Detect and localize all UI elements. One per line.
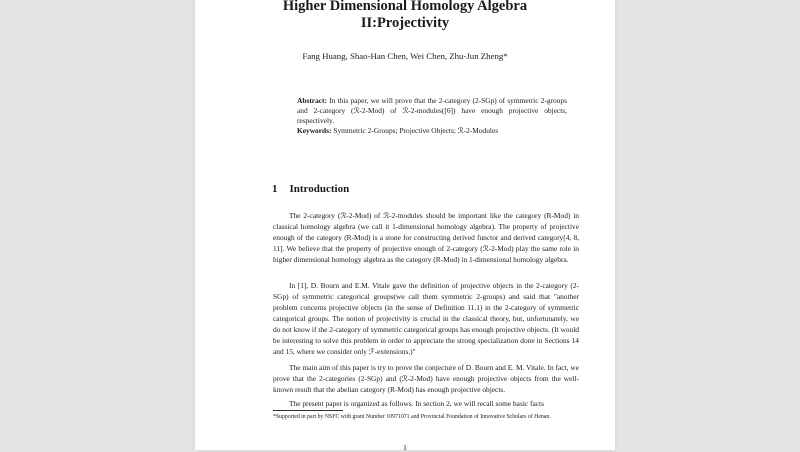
keywords-text: Symmetric 2-Groups; Projective Objects; ℛ-2-Modules <box>333 126 499 135</box>
section-heading <box>272 183 349 195</box>
keywords-block <box>297 126 567 135</box>
footnote: *Supported in part by NSFC with grant Number 10971071 and Provincial Foundation of Innovative Scholars of Henan. <box>273 414 551 420</box>
page-number: 1 <box>403 443 407 452</box>
author-list: Fang Huang, Shao-Han Chen, Wei Chen, Zhu-Jun Zheng* <box>302 51 508 61</box>
paper-title-line2: II:Projectivity <box>360 15 450 31</box>
section-number: 1 <box>272 183 278 195</box>
abstract-text: In this paper, we will prove that the 2-category (2-SGp) of symmetric 2-groups and 2-category (ℛ-2-Mod) of ℛ-2-modules([6]) have enough projective objects, respectively. <box>297 96 567 125</box>
keywords-label: Keywords: <box>297 126 332 135</box>
body-paragraph: In [1], D. Bourn and E.M. Vitale gave the definition of projective objects in the 2-category (2-SGp) of symmetric categorical groups(we call them symmetric 2-groups) and said that "another problem concerns projective objects (in the sense of Definition 11.1) in the 2-category of symmetric categorical groups. The notion of projectivity is crucial in the classical theory, but, unfortunately, we do not know if the 2-category of symmetric categorical groups has enough projective objects. (It would be interesting to solve this problem in order to appreciate the strong specialization done in Sections 14 and 15, where we consider only ℱ-extensions.)" <box>273 281 579 356</box>
paper-page <box>195 0 615 450</box>
abstract-block <box>297 96 567 126</box>
section-title: Introduction <box>289 183 350 195</box>
body-paragraph: The main aim of this paper is try to prove the conjecture of D. Bourn and E. M. Vitale. In fact, we prove that the 2-categories (2-SGp) and (ℛ-2-Mod) have enough projective objects from the well-known result that the abelian category (R-Mod) has enough projective objects. <box>273 363 579 394</box>
body-paragraph: The 2-category (ℛ-2-Mod) of ℛ-2-modules should be important like the category (R-Mod) in classical homology algebra (we call it 1-dimensional homology algebra). The property of projective enough of the category (R-Mod) is a stone for constructing derived functor and derived category[4, 8, 11]. We believe that the property of projective enough of 2-category (ℛ-2-Mod) play the same role in higher dimensional homology algebra as the category (R-Mod) in 1-dimensional homology algebra. <box>273 211 579 264</box>
body-paragraph: The present paper is organized as follows. In section 2, we will recall some basic facts <box>289 399 544 408</box>
abstract-label: Abstract: <box>297 96 327 105</box>
footnote-divider <box>273 410 343 411</box>
paper-title-line1: Higher Dimensional Homology Algebra <box>282 0 528 14</box>
